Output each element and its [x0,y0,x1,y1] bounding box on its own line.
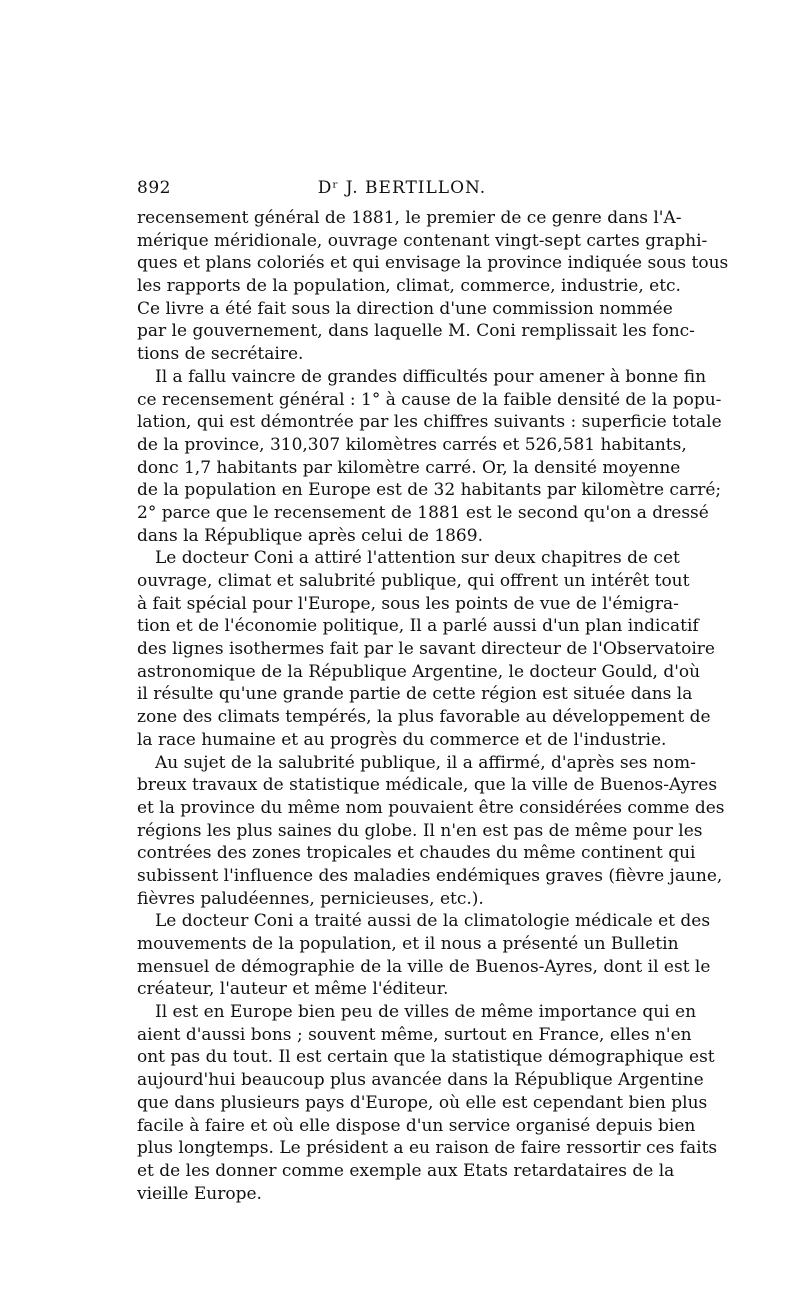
text-line: aujourd'hui beaucoup plus avancée dans la République Argentine [137,1070,704,1091]
text-line: Ce livre a été fait sous la direction d'une commission nommée [137,298,673,319]
text-line: à fait spécial pour l'Europe, sous les points de vue de l'émigra- [137,593,679,614]
text-line: astronomique de la République Argentine, le docteur Gould, d'où [137,661,701,682]
text-line: contrées des zones tropicales et chaudes du même continent qui [137,843,696,864]
text-line: mérique méridionale, ouvrage contenant vingt-sept cartes graphi- [137,230,708,251]
page-number: 892 [137,178,171,198]
text-line: ce recensement général : 1° à cause de la faible densité de la popu- [137,389,722,410]
text-line: il résulte qu'une grande partie de cette région est située dans la [137,684,693,705]
text-line: zone des climats tempérés, la plus favorable au développement de [137,707,711,728]
paragraph-5 [137,910,711,1001]
text-line: régions les plus saines du globe. Il n'en est pas de même pour les [137,820,703,841]
text-line: fièvres paludéennes, pernicieuses, etc.). [137,888,484,909]
text-line: lation, qui est démontrée par les chiffres suivants : superficie totale [137,412,722,433]
running-title: Dʳ J. BERTILLON. [317,178,487,198]
text-line: aient d'aussi bons ; souvent même, surtout en France, elles n'en [137,1024,692,1045]
text-line: et de les donner comme exemple aux Etats retardataires de la [137,1160,675,1181]
text-line: et la province du même nom pouvaient être considérées comme des [137,797,725,818]
text-line: Il a fallu vaincre de grandes difficultés pour amener à bonne fin [155,366,707,387]
text-line: plus longtemps. Le président a eu raison de faire ressortir ces faits [137,1138,718,1159]
text-line: Il est en Europe bien peu de villes de même importance qui en [155,1002,697,1023]
text-line: ont pas du tout. Il est certain que la statistique démographique est [137,1047,715,1068]
text-line: Le docteur Coni a attiré l'attention sur deux chapitres de cet [155,548,680,569]
paragraph-4 [137,752,725,911]
text-line: créateur, l'auteur et même l'éditeur. [137,979,449,1000]
text-line: tion et de l'économie politique, Il a parlé aussi d'un plan indicatif [137,616,699,637]
paragraph-3 [137,547,715,751]
text-line: breux travaux de statistique médicale, que la ville de Buenos-Ayres [137,775,718,796]
text-line: de la province, 310,307 kilomètres carrés et 526,581 habitants, [137,434,687,455]
text-line: Le docteur Coni a traité aussi de la climatologie médicale et des [155,911,711,932]
text-line: ouvrage, climat et salubrité publique, qui offrent un intérêt tout [137,571,690,591]
text-line: recensement général de 1881, le premier de ce genre dans l'A- [137,208,682,228]
paragraph-6 [137,1001,718,1205]
text-line: tions de secrétaire. [137,344,304,365]
text-line: que dans plusieurs pays d'Europe, où elle est cependant bien plus [137,1092,708,1113]
text-line: des lignes isothermes fait par le savant directeur de l'Observatoire [137,639,715,660]
text-line: subissent l'influence des maladies endémiques graves (fièvre jaune, [137,865,723,886]
paragraph-2 [137,366,722,548]
text-line: donc 1,7 habitants par kilomètre carré. Or, la densité moyenne [137,457,681,478]
text-line: la race humaine et au progrès du commerce et de l'industrie. [137,729,667,750]
text-line: dans la République après celui de 1869. [137,525,483,546]
text-line: facile à faire et où elle dispose d'un service organisé depuis bien [137,1115,696,1136]
text-line: mouvements de la population, et il nous a présenté un Bulletin [137,934,679,954]
text-line: les rapports de la population, climat, commerce, industrie, etc. [137,276,681,297]
text-line: mensuel de démographie de la ville de Buenos-Ayres, dont il est le [137,956,711,977]
text-line: Au sujet de la salubrité publique, il a affirmé, d'après ses nom- [155,752,696,773]
paragraph-1 [137,207,729,366]
text-line: 2° parce que le recensement de 1881 est le second qu'on a dressé [137,502,709,523]
text-line: ques et plans coloriés et qui envisage la province indiquée sous tous [137,253,729,274]
body-text [137,207,729,1205]
text-line: de la population en Europe est de 32 habitants par kilomètre carré; [137,480,722,501]
text-line: vieille Europe. [137,1183,262,1204]
text-line: par le gouvernement, dans laquelle M. Coni remplissait les fonc- [137,321,695,342]
running-head [137,178,667,204]
